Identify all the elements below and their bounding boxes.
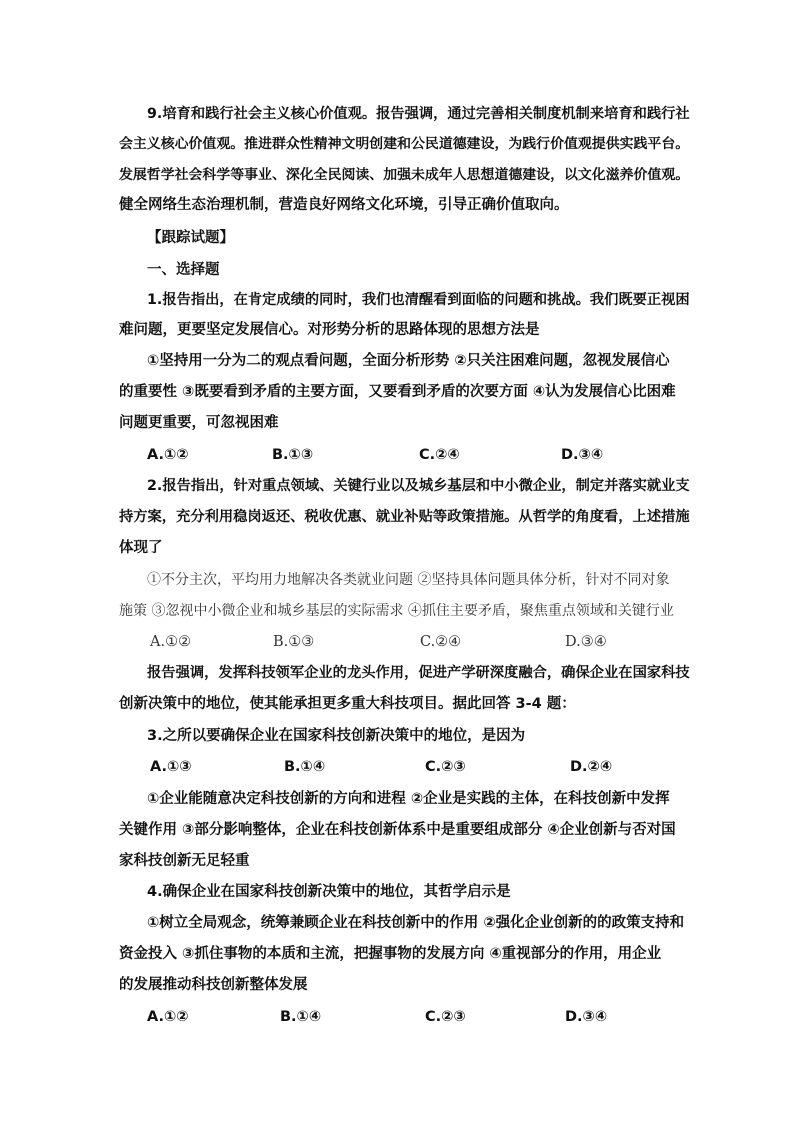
q2-item-line-2: 施策 ③忽视中小微企业和城乡基层的实际需求 ④抓住主要矛盾，聚焦重点领域和关键行业 (119, 603, 674, 619)
heading-choice: 一、选择题 (147, 262, 220, 278)
q4-item-line-2: 资金投入 ③抓住事物的本质和主流，把握事物的发展方向 ④重视部分的作用，用企业 (119, 946, 662, 962)
q4-option-b[interactable]: B.①④ (280, 1009, 322, 1025)
q1-item-line-1: ①坚持用一分为二的观点看问题，全面分析形势 ②只关注困难问题，忽视发展信心 (147, 353, 670, 369)
q2-option-c[interactable]: C.②④ (420, 634, 462, 650)
q1-stem-line-1: 1.报告指出，在肯定成绩的同时，我们也清醒看到面临的问题和挑战。我们既要正视困 (147, 292, 690, 308)
q1-option-d[interactable]: D.③④ (561, 447, 604, 463)
q1-option-c[interactable]: C.②④ (419, 447, 460, 463)
q2-item-line-1: ①不分主次，平均用力地解决各类就业问题 ②坚持具体问题具体分析，针对不同对象 (147, 572, 670, 588)
q1-stem-line-2: 难问题，更要坚定发展信心。对形势分析的思路体现的思想方法是 (119, 322, 540, 338)
q4-option-a[interactable]: A.①② (147, 1009, 189, 1025)
q2-stem-line-2: 持方案，充分利用稳岗返还、税收优惠、就业补贴等政策措施。从哲学的角度看，上述措施 (119, 509, 690, 525)
q2-option-b[interactable]: B.①③ (273, 634, 315, 650)
q2-option-d[interactable]: D.③④ (565, 634, 607, 650)
q4-item-line-3: 的发展推动科技创新整体发展 (119, 977, 308, 993)
q1-option-b[interactable]: B.①③ (272, 447, 314, 463)
q3-option-c[interactable]: C.②③ (425, 759, 466, 775)
q3-item-line-3: 家科技创新无足轻重 (119, 853, 250, 869)
q2-stem-line-3: 体现了 (119, 540, 163, 556)
q2-stem-line-1: 2.报告指出，针对重点领域、关键行业以及城乡基层和中小微企业，制定并落实就业支 (147, 478, 690, 494)
intro34-line-1: 报告强调，发挥科技领军企业的龙头作用，促进产学研深度融合，确保企业在国家科技 (147, 665, 690, 681)
q3-item-line-1: ①企业能随意决定科技创新的方向和进程 ②企业是实践的主体，在科技创新中发挥 (147, 791, 670, 807)
q3-stem: 3.之所以要确保企业在国家科技创新决策中的地位，是因为 (147, 728, 526, 744)
q1-item-line-3: 问题更重要，可忽视困难 (119, 415, 279, 431)
q1-item-line-2: 的重要性 ③既要看到矛盾的主要方面，又要看到矛盾的次要方面 ④认为发展信心比困难 (119, 384, 676, 400)
q4-option-d[interactable]: D.③④ (565, 1009, 608, 1025)
q2-option-a[interactable]: A.①② (150, 634, 192, 650)
section9-line-1: 9.培育和践行社会主义核心价值观。报告强调，通过完善相关制度机制来培育和践行社 (147, 106, 690, 122)
q3-option-a[interactable]: A.①③ (150, 759, 192, 775)
heading-tracking: 【跟踪试题】 (147, 230, 234, 246)
section9-line-2: 会主义核心价值观。推进群众性精神文明创建和公民道德建设，为践行价值观提供实践平台。 (119, 136, 690, 152)
q3-option-b[interactable]: B.①④ (284, 759, 326, 775)
q3-item-line-2: 关键作用 ③部分影响整体，企业在科技创新体系中是重要组成部分 ④企业创新与否对国 (119, 822, 676, 838)
section9-line-4: 健全网络生态治理机制，营造良好网络文化环境，引导正确价值取向。 (119, 197, 569, 213)
q4-option-c[interactable]: C.②③ (425, 1009, 466, 1025)
intro34-line-2: 创新决策中的地位，使其能承担更多重大科技项目。据此回答 3-4 题： (119, 696, 576, 712)
q1-option-a[interactable]: A.①② (147, 447, 189, 463)
section9-line-3: 发展哲学社会科学等事业、深化全民阅读、加强未成年人思想道德建设，以文化滋养价值观。 (119, 167, 690, 183)
q4-stem: 4.确保企业在国家科技创新决策中的地位，其哲学启示是 (147, 884, 511, 900)
q4-item-line-1: ①树立全局观念，统筹兼顾企业在科技创新中的作用 ②强化企业创新的的政策支持和 (147, 915, 685, 931)
q3-option-d[interactable]: D.②④ (570, 759, 613, 775)
